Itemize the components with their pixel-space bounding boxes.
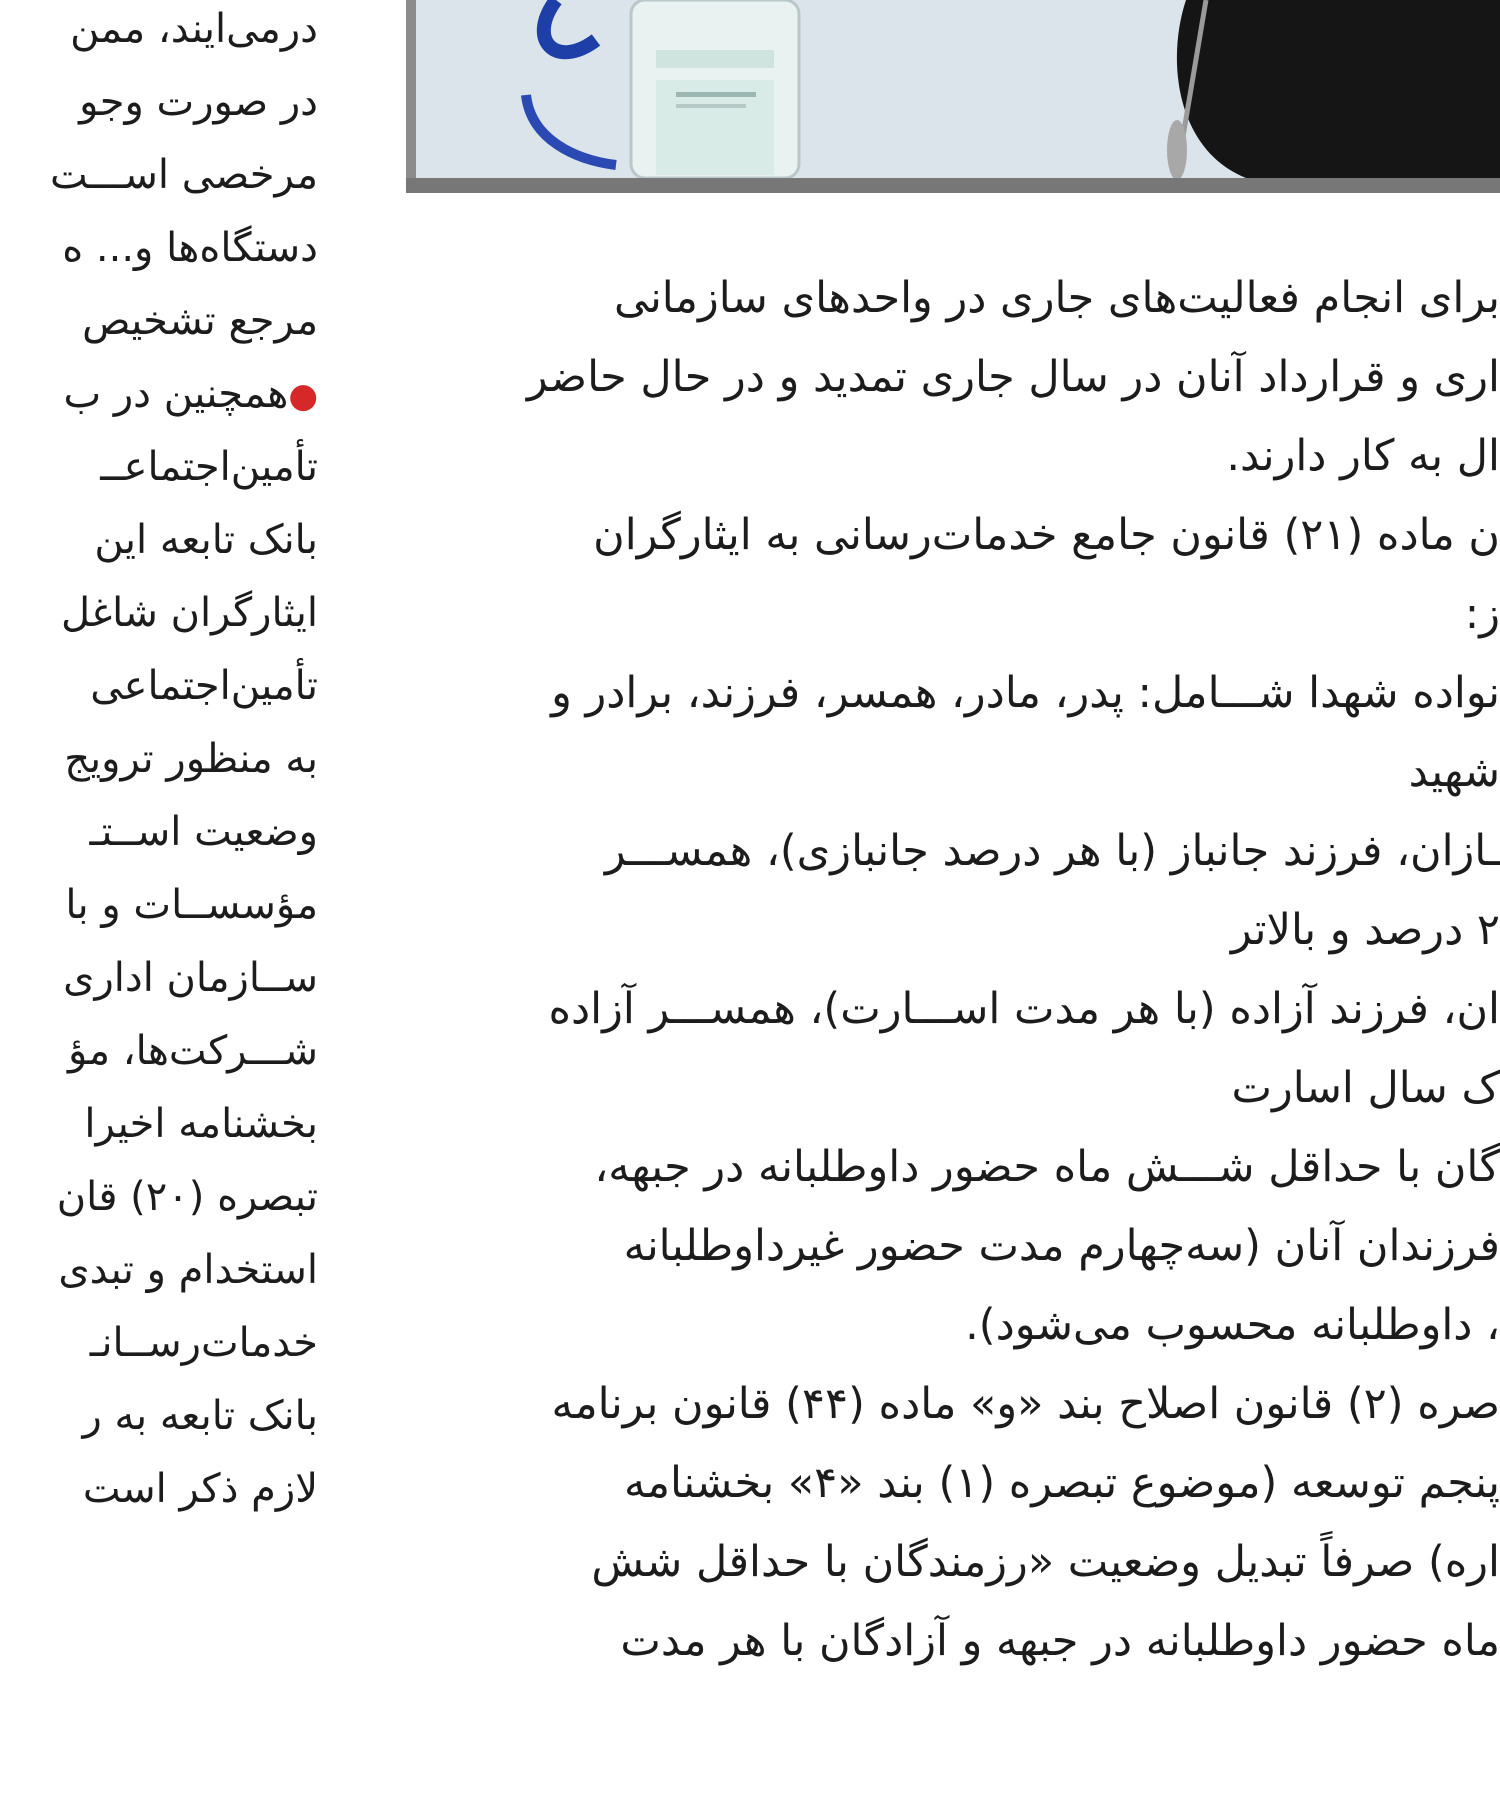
left-text-line (90, 1317, 318, 1369)
left-text-line-content: مؤسســات و با (65, 882, 318, 928)
left-text-line-content: تبصره (۲۰) قان (56, 1174, 318, 1220)
right-text-line: پنجم توسعه (موضوع تبصره (۱) بند «۴» بخشنامه (623, 1458, 1500, 1508)
right-text-line: نواده شهدا شـــامل: پدر، مادر، همسر، فرزند، برادر و (551, 668, 1500, 718)
left-text-line-content: مرجع تشخیص (82, 298, 318, 344)
right-text-line: ز: (1464, 589, 1500, 639)
right-text-line: فرزندان آنان (سه‌چهارم مدت حضور غیرداوطلبانه (623, 1221, 1500, 1271)
article-photo (406, 0, 1500, 193)
left-text-line-content: بانک تابعه این (94, 517, 318, 563)
left-text-line (83, 1463, 318, 1515)
left-text-line (65, 879, 318, 931)
right-text-line: ان، فرزند آزاده (با هر مدت اســـارت)، همســـر آزاده (548, 984, 1500, 1034)
right-text-line: برای انجام فعالیت‌های جاری در واحدهای سازمانی (614, 273, 1500, 323)
left-text-line (100, 441, 318, 493)
left-text-line-content: بخشنامه اخیرا (84, 1101, 318, 1147)
left-text-line-content: در صورت وجو (79, 79, 318, 125)
left-text-line (57, 1171, 318, 1223)
left-text-line-content: وضعیت اســتـ (89, 809, 318, 855)
right-article-column (410, 270, 1500, 1807)
left-text-line (84, 1098, 318, 1150)
right-text-line: ک سال اسارت (1231, 1063, 1500, 1113)
right-text-line: ـازان، فرزند جانباز (با هر درصد جانبازی)، همســـر (604, 826, 1500, 876)
left-text-line-content: درمی‌ایند، ممن (70, 6, 318, 52)
left-text-line (83, 1390, 319, 1442)
left-text-line (50, 149, 318, 201)
right-text-line: ۲ درصد و بالاتر (1230, 905, 1500, 955)
left-text-line-content: تأمین‌اجتماعی (90, 663, 318, 709)
left-text-line-content: تأمین‌اجتماعــ (100, 444, 318, 490)
right-text-line: اری و قرارداد آنان در سال جاری تمدید و در حال حاضر (526, 352, 1500, 402)
left-text-line (82, 295, 318, 347)
left-text-line (90, 806, 319, 858)
right-text-line: ن ماده (۲۱) قانون جامع خدمات‌رسانی به ایثارگران (593, 510, 1500, 560)
left-text-line-content: ایثارگران شاغل (60, 590, 318, 636)
bullet-dot-icon: ● (288, 376, 318, 416)
left-text-line (94, 514, 318, 566)
right-text-line: ماه حضور داوطلبانه در جبهه و آزادگان با هر مدت (620, 1616, 1500, 1666)
left-text-line-content: ســازمان اداری (63, 955, 318, 1001)
left-text-line-content: استخدام و تبدی (58, 1247, 318, 1293)
left-text-line-content: مرخصی اســـت (49, 152, 318, 198)
left-text-line (62, 222, 318, 274)
left-text-line (64, 733, 318, 785)
left-text-line (63, 368, 318, 422)
left-text-line (63, 952, 318, 1004)
right-text-line: شهید (1408, 747, 1500, 797)
photo-image (406, 0, 1500, 193)
left-text-line (70, 3, 318, 55)
left-text-line (61, 587, 318, 639)
left-text-line-content: خدمات‌رســانـ (89, 1320, 318, 1366)
right-text-line: صره (۲) قانون اصلاح بند «و» ماده (۴۴) قانون برنامه (551, 1379, 1500, 1429)
right-text-line: گان با حداقل شـــش ماه حضور داوطلبانه در جبهه، (594, 1142, 1500, 1192)
right-text-line: اره) صرفاً تبدیل وضعیت «رزمندگان با حداقل شش (591, 1537, 1500, 1587)
left-text-line-content: لازم ذکر است (82, 1466, 318, 1512)
left-text-line (58, 1244, 318, 1296)
right-text-line: ال به کار دارند. (1226, 431, 1500, 481)
left-text-line (90, 660, 318, 712)
left-text-line-content: بانک تابعه به ر (82, 1393, 318, 1439)
left-text-line (68, 1025, 318, 1077)
right-text-line: ، داوطلبانه محسوب می‌شود). (965, 1300, 1500, 1350)
left-text-line-content: به منظور ترویج (64, 736, 318, 782)
left-text-line (79, 76, 318, 128)
left-text-line-content: شـــرکت‌ها، مؤ (67, 1028, 318, 1074)
left-text-line-content: دستگاه‌ها و... ه (62, 225, 318, 271)
left-text-line-content: همچنین در ب (63, 371, 289, 417)
left-article-column (0, 0, 328, 1807)
